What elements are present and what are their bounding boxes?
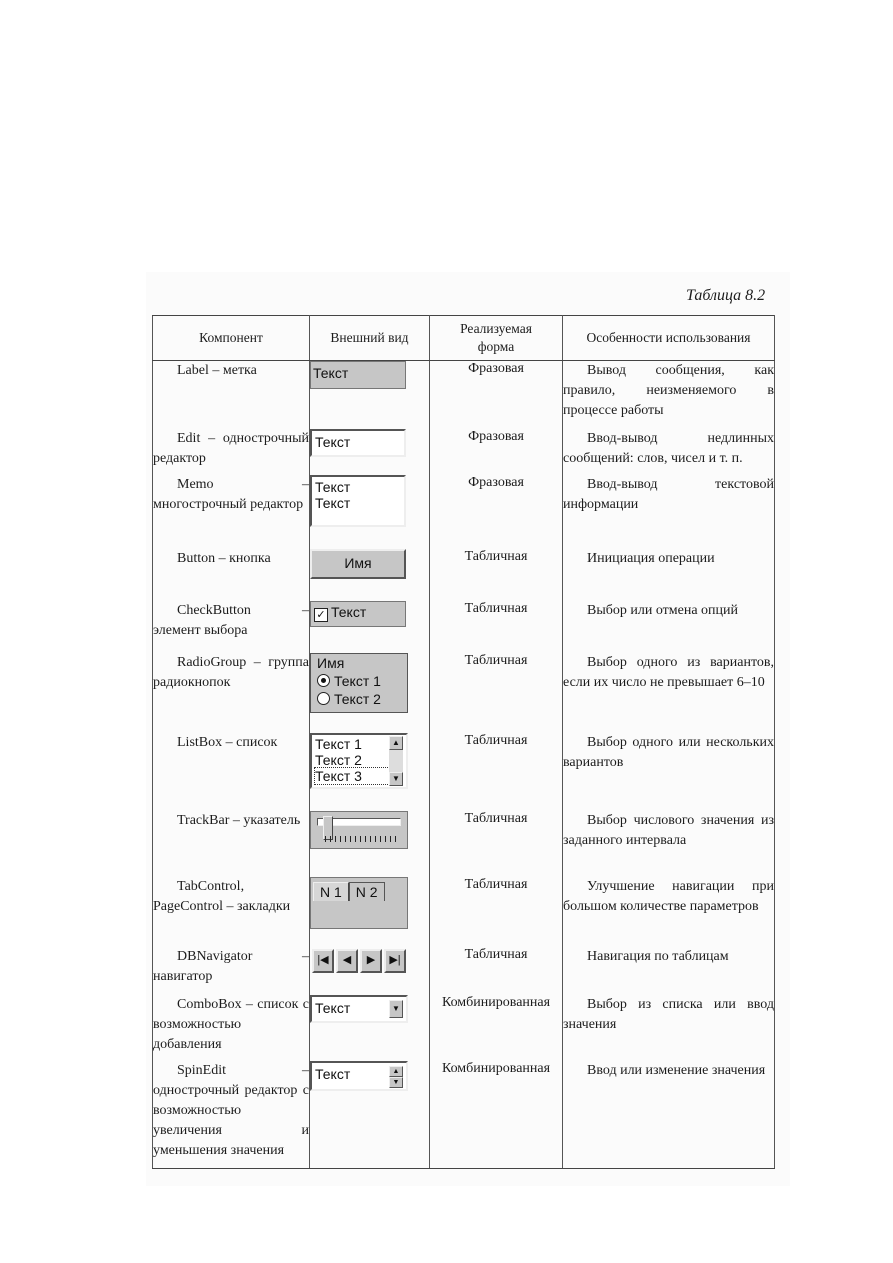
- component-cell: [153, 811, 310, 877]
- view-cell: [310, 733, 430, 811]
- table-row: [153, 811, 775, 877]
- component-cell: [153, 429, 310, 475]
- memo-widget[interactable]: [310, 475, 406, 527]
- component-text: CheckButton – элемент выбора: [153, 602, 309, 638]
- form-cell: Фразовая: [430, 475, 563, 549]
- header-form-line1: Реализуемая: [460, 321, 532, 336]
- form-cell: Фразовая: [430, 361, 563, 429]
- view-cell: [310, 811, 430, 877]
- view-cell: [310, 361, 430, 429]
- table-row: [153, 733, 775, 811]
- combobox-text: Текст: [315, 999, 351, 1016]
- tab-n2[interactable]: N 2: [349, 882, 385, 901]
- features-text: Инициация операции: [587, 550, 715, 566]
- spinedit-text: Текст: [315, 1065, 351, 1082]
- form-cell: Табличная: [430, 549, 563, 601]
- scroll-down-icon[interactable]: ▼: [389, 772, 403, 786]
- view-cell: [310, 877, 430, 947]
- component-cell: [153, 1061, 310, 1169]
- edit-widget[interactable]: [310, 429, 406, 457]
- view-cell: [310, 1061, 430, 1169]
- trackbar-widget[interactable]: [310, 811, 408, 849]
- features-text: Выбор числового значения из заданного интервала: [563, 812, 774, 848]
- features-cell: [563, 653, 775, 733]
- form-cell: Табличная: [430, 811, 563, 877]
- table-row: [153, 475, 775, 549]
- spin-down-icon[interactable]: ▼: [389, 1077, 403, 1088]
- table-row: [153, 653, 775, 733]
- form-cell: Табличная: [430, 877, 563, 947]
- component-text: RadioGroup – группа радиокнопок: [153, 654, 309, 690]
- form-cell: Табличная: [430, 947, 563, 995]
- header-form-line2: форма: [477, 339, 515, 354]
- form-cell: Табличная: [430, 653, 563, 733]
- features-cell: [563, 1061, 775, 1169]
- component-cell: [153, 653, 310, 733]
- radio-empty-icon[interactable]: [317, 692, 330, 705]
- radio-option-label: Текст 1: [334, 672, 381, 689]
- view-cell: [310, 475, 430, 549]
- radiogroup-title: Имя: [317, 654, 345, 671]
- radio-selected-icon[interactable]: [317, 674, 330, 687]
- table-row: [153, 995, 775, 1061]
- radio-option[interactable]: [317, 690, 401, 708]
- components-table: [152, 315, 775, 1169]
- component-text: Button – кнопка: [177, 550, 271, 566]
- features-text: Навигация по таблицам: [587, 948, 729, 964]
- component-cell: [153, 947, 310, 995]
- view-cell: [310, 653, 430, 733]
- features-text: Выбор одного или нескольких вариантов: [563, 734, 774, 770]
- features-text: Ввод или изменение значения: [587, 1062, 766, 1078]
- scroll-up-icon[interactable]: ▲: [389, 736, 403, 750]
- component-cell: [153, 733, 310, 811]
- memo-line: Текст: [315, 478, 351, 495]
- features-text: Улучшение навигации при большом количестве параметров: [563, 878, 774, 914]
- memo-line: Текст: [315, 494, 351, 511]
- features-cell: [563, 947, 775, 995]
- features-cell: [563, 549, 775, 601]
- features-cell: [563, 995, 775, 1061]
- form-cell: Комбинированная: [430, 995, 563, 1061]
- form-cell: Табличная: [430, 733, 563, 811]
- view-cell: [310, 549, 430, 601]
- features-cell: [563, 361, 775, 429]
- component-cell: [153, 549, 310, 601]
- edit-widget-text: Текст: [315, 433, 351, 450]
- checkbox-widget[interactable]: [310, 601, 406, 627]
- radio-option[interactable]: [317, 672, 401, 690]
- table-row: [153, 877, 775, 947]
- component-text: TrackBar – указатель: [177, 812, 301, 828]
- features-text: Ввод-вывод недлинных сообщений: слов, чисел и т. п.: [563, 430, 774, 466]
- features-text: Выбор одного из вариантов, если их число не превышает 6–10: [563, 654, 774, 690]
- header-component: Компонент: [153, 316, 310, 361]
- list-item[interactable]: Текст 2: [315, 751, 362, 768]
- chevron-down-icon[interactable]: ▼: [389, 1000, 403, 1018]
- table-row: [153, 601, 775, 653]
- prior-record-icon[interactable]: ◀: [336, 949, 358, 973]
- listbox-scrollbar[interactable]: [389, 736, 403, 786]
- dbnavigator-widget: [310, 947, 408, 975]
- table-row: [153, 549, 775, 601]
- features-cell: [563, 877, 775, 947]
- component-text: Edit – однострочный редактор: [153, 430, 309, 466]
- table-row: [153, 1061, 775, 1169]
- view-cell: [310, 601, 430, 653]
- component-text: DBNavigator – навигатор: [153, 948, 309, 984]
- checkbox-label: Текст: [331, 603, 367, 620]
- spinedit-widget[interactable]: [310, 1061, 408, 1091]
- view-cell: [310, 429, 430, 475]
- table-row: [153, 947, 775, 995]
- table-row: [153, 361, 775, 429]
- component-text: ComboBox – список с возможностью добавления: [153, 996, 309, 1052]
- spin-up-icon[interactable]: ▲: [389, 1066, 403, 1077]
- features-cell: [563, 733, 775, 811]
- first-record-icon[interactable]: |◀: [312, 949, 334, 973]
- component-text: TabControl, PageControl – закладки: [153, 878, 291, 914]
- features-text: Ввод-вывод текстовой информации: [563, 476, 774, 512]
- features-cell: [563, 475, 775, 549]
- table-row: [153, 429, 775, 475]
- trackbar-ticks: [325, 836, 399, 842]
- tab-n1[interactable]: N 1: [313, 882, 349, 901]
- button-widget[interactable]: [310, 549, 406, 579]
- listbox-widget[interactable]: [310, 733, 408, 789]
- component-text: Memo – многострочный редактор: [153, 476, 309, 512]
- component-text: ListBox – список: [177, 734, 278, 750]
- combobox-widget[interactable]: [310, 995, 408, 1023]
- component-cell: [153, 877, 310, 947]
- features-cell: [563, 601, 775, 653]
- list-item[interactable]: Текст 1: [315, 735, 362, 752]
- features-cell: [563, 429, 775, 475]
- view-cell: [310, 947, 430, 995]
- component-cell: [153, 995, 310, 1061]
- component-cell: [153, 601, 310, 653]
- label-widget: [310, 361, 406, 389]
- last-record-icon[interactable]: ▶|: [384, 949, 406, 973]
- radiogroup-widget: [310, 653, 408, 713]
- checkbox-box-icon[interactable]: ✓: [314, 608, 328, 622]
- form-cell: Табличная: [430, 601, 563, 653]
- view-cell: [310, 995, 430, 1061]
- radio-option-label: Текст 2: [334, 690, 381, 707]
- component-text: Label – метка: [177, 363, 257, 378]
- header-view: Внешний вид: [310, 316, 430, 361]
- features-text: Выбор из списка или ввод значения: [563, 996, 774, 1032]
- label-widget-text: Текст: [313, 365, 349, 381]
- form-cell: Комбинированная: [430, 1061, 563, 1169]
- features-text: Вывод сообщения, как правило, неизменяемого в процессе работы: [563, 363, 774, 418]
- button-widget-label: Имя: [344, 554, 372, 571]
- features-cell: [563, 811, 775, 877]
- table-caption: Таблица 8.2: [686, 287, 766, 304]
- component-cell: [153, 475, 310, 549]
- table-header-row: [153, 316, 775, 361]
- component-cell: [153, 361, 310, 429]
- component-text: SpinEdit – однострочный редактор с возможностью увеличения и уменьшения значения: [153, 1062, 309, 1158]
- next-record-icon[interactable]: ▶: [360, 949, 382, 973]
- tabcontrol-widget: [310, 877, 408, 929]
- header-form: [430, 316, 563, 361]
- form-cell: Фразовая: [430, 429, 563, 475]
- features-text: Выбор или отмена опций: [587, 602, 739, 618]
- header-features: Особенности использования: [563, 316, 775, 361]
- list-item[interactable]: Текст 3: [315, 768, 389, 784]
